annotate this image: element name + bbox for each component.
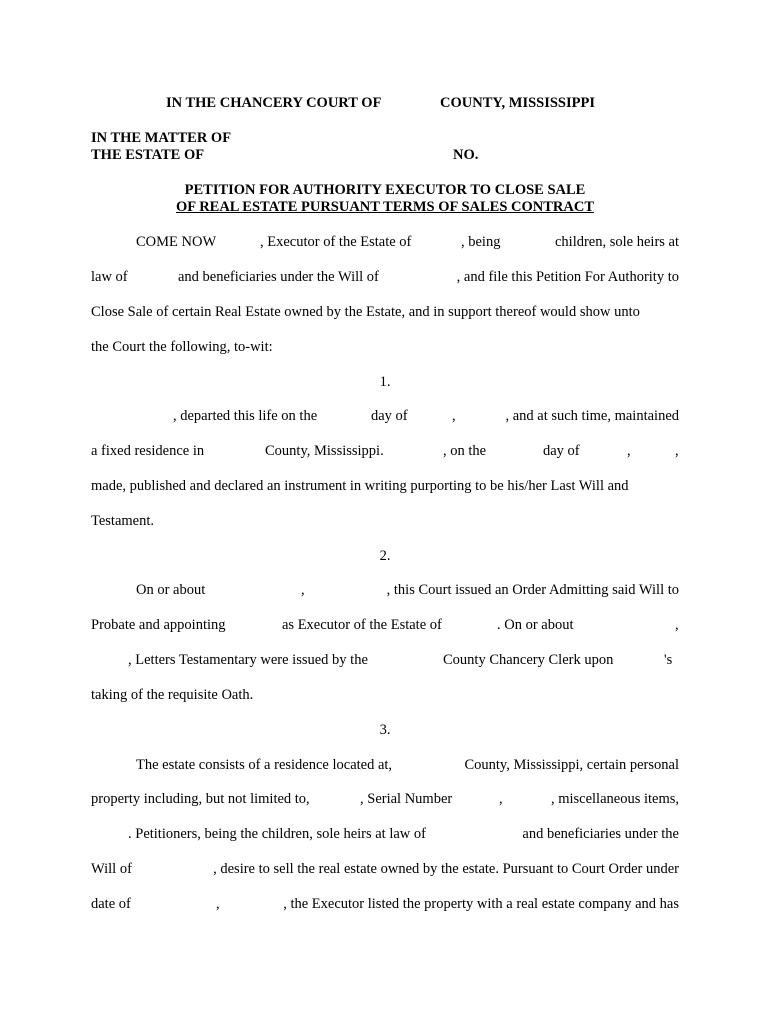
section2-fragment: On or about [136,582,206,598]
intro-fragment: , being [461,234,501,250]
section3-fragment: , miscellaneous items, [550,791,679,807]
section3-fragment: , desire to sell the real estate owned by the estate. Pursuant to Court Order under [213,861,679,877]
document-title-line1: PETITION FOR AUTHORITY EXECUTOR TO CLOSE SALE [184,182,586,198]
section1-fragment: , departed this life on the [173,408,318,424]
document-title-line2-text: OF REAL ESTATE PURSUANT TERMS OF SALES CONTRACT [175,199,595,215]
section1-fragment: , [452,408,456,424]
court-county-label: COUNTY, MISSISSIPPI [440,95,595,111]
section2-line: taking of the requisite Oath. [91,687,254,703]
case-number-label: NO. [453,147,479,163]
intro-line: the Court the following, to-wit: [91,339,273,355]
court-name-label: IN THE CHANCERY COURT OF [166,95,382,111]
section1-fragment: County, Mississippi. [265,443,384,459]
section3-fragment: County, Mississippi, certain personal [464,757,679,773]
section1-fragment: a fixed residence in [91,443,205,459]
section3-fragment: property including, but not limited to, [91,791,310,807]
section2-fragment: , Letters Testamentary were issued by the [128,652,368,668]
section2-fragment: as Executor of the Estate of [282,617,442,633]
document-title-line2 [0,198,770,216]
intro-fragment: , Executor of the Estate of [260,234,412,250]
section-number-3: 3. [379,722,391,738]
section2-fragment: , [675,617,679,633]
intro-fragment: COME NOW [136,234,217,250]
intro-fragment: children, sole heirs at [554,234,679,250]
section3-fragment: , Serial Number [360,791,453,807]
section1-line: made, published and declared an instrument in writing purporting to be his/her Last Will and [91,478,629,494]
section3-fragment: , the Executor listed the property with a real estate company and has [283,896,679,912]
section2-fragment: , this Court issued an Order Admitting said Will to [386,582,679,598]
intro-fragment: law of [91,269,128,285]
section3-fragment: Will of [91,861,132,877]
section2-fragment: Probate and appointing [91,617,226,633]
section-number-1: 1. [379,374,391,390]
section3-fragment: The estate consists of a residence located at, [136,757,393,773]
section3-fragment: date of [91,896,131,912]
section3-fragment: . Petitioners, being the children, sole heirs at law of [128,826,426,842]
section3-fragment: and beneficiaries under the [522,826,679,842]
intro-fragment: and beneficiaries under the Will of [178,269,379,285]
section2-fragment: . On or about [497,617,574,633]
matter-label: IN THE MATTER OF [91,130,232,146]
section1-fragment: , and at such time, maintained [505,408,679,424]
section1-fragment: , [675,443,679,459]
section2-fragment: County Chancery Clerk upon [443,652,614,668]
section1-fragment: , on the [443,443,487,459]
section3-fragment: , [499,791,503,807]
section-number-2: 2. [379,548,391,564]
section2-fragment: , [301,582,305,598]
section1-fragment: day of [543,443,580,459]
section3-fragment: , [216,896,220,912]
section1-fragment: day of [371,408,408,424]
section2-fragment: 's [664,652,673,668]
section1-fragment: , [627,443,631,459]
intro-fragment: , and file this Petition For Authority to [456,269,679,285]
estate-label: THE ESTATE OF [91,147,205,163]
section1-line: Testament. [91,513,155,529]
intro-line: Close Sale of certain Real Estate owned by the Estate, and in support thereof would show unto [91,304,640,320]
